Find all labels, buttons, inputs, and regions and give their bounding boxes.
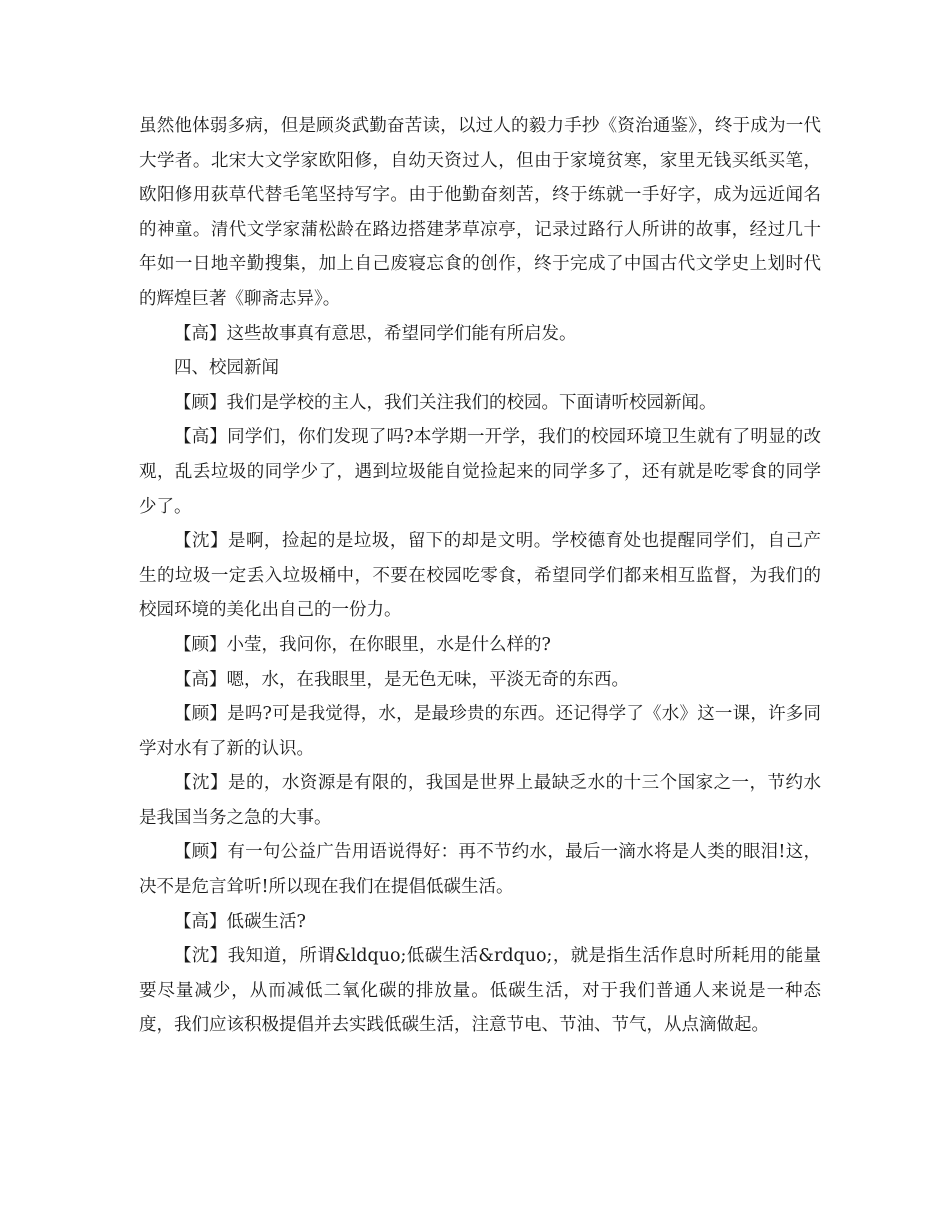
paragraph-shen-low-carbon: 【沈】我知道，所谓&ldquo;低碳生活&rdquo;，就是指生活作息时所耗用的能量要尽量减少，从而减低二氧化碳的排放量。低碳生活，对于我们普通人来说是一种态度，我们应该积极提倡并去实践低碳生活，注意节电、节油、节气，从点滴做起。 [139,946,821,1036]
paragraph-gao-environment: 【高】同学们，你们发现了吗?本学期一开学，我们的校园环境卫生就有了明显的改观，乱丢垃圾的同学少了，遇到垃圾能自觉捡起来的同学多了，还有就是吃零食的同学少了。 [139,427,821,517]
paragraph-shen-civility: 【沈】是啊，捡起的是垃圾，留下的却是文明。学校德育处也提醒同学们，自己产生的垃圾一定丢入垃圾桶中，不要在校园吃零食，希望同学们都来相互监督，为我们的校园环境的美化出自己的一份力。 [139,531,821,621]
paragraph-gu-water-precious: 【顾】是吗?可是我觉得，水，是最珍贵的东西。还记得学了《水》这一课，许多同学对水有了新的认识。 [139,704,821,759]
document-page [139,109,821,1043]
paragraph-gao-low-carbon-question: 【高】低碳生活? [174,911,306,932]
paragraph-gu-water-question: 【顾】小莹，我问你，在你眼里，水是什么样的? [174,634,551,655]
paragraph-gu-yanwu-story: 虽然他体弱多病，但是顾炎武勤奋苦读，以过人的毅力手抄《资治通鉴》，终于成为一代大学者。北宋大文学家欧阳修，自幼天资过人，但由于家境贫寒，家里无钱买纸买笔，欧阳修用荻草代替毛笔坚持写字。由于他勤奋刻苦，终于练就一手好字，成为远近闻名的神童。清代文学家蒲松龄在路边搭建茅草凉亭，记录过路行人所讲的故事，经过几十年如一日地辛勤搜集，加上自己废寝忘食的创作，终于完成了中国古代文学史上划时代的辉煌巨著《聊斋志异》。 [139,116,821,309]
paragraph-gao-water-answer: 【高】嗯，水，在我眼里，是无色无味，平淡无奇的东西。 [174,669,629,690]
section-heading-campus-news: 四、校园新闻 [174,358,279,379]
paragraph-gu-public-ad: 【顾】有一句公益广告用语说得好：再不节约水，最后一滴水将是人类的眼泪!这，决不是危言耸听!所以现在我们在提倡低碳生活。 [139,842,821,898]
paragraph-shen-water-limited: 【沈】是的，水资源是有限的，我国是世界上最缺乏水的十三个国家之一，节约水是我国当务之急的大事。 [139,773,821,828]
paragraph-gao-comment: 【高】这些故事真有意思，希望同学们能有所启发。 [174,323,577,344]
paragraph-gu-campus-intro: 【顾】我们是学校的主人，我们关注我们的校园。下面请听校园新闻。 [174,392,717,413]
